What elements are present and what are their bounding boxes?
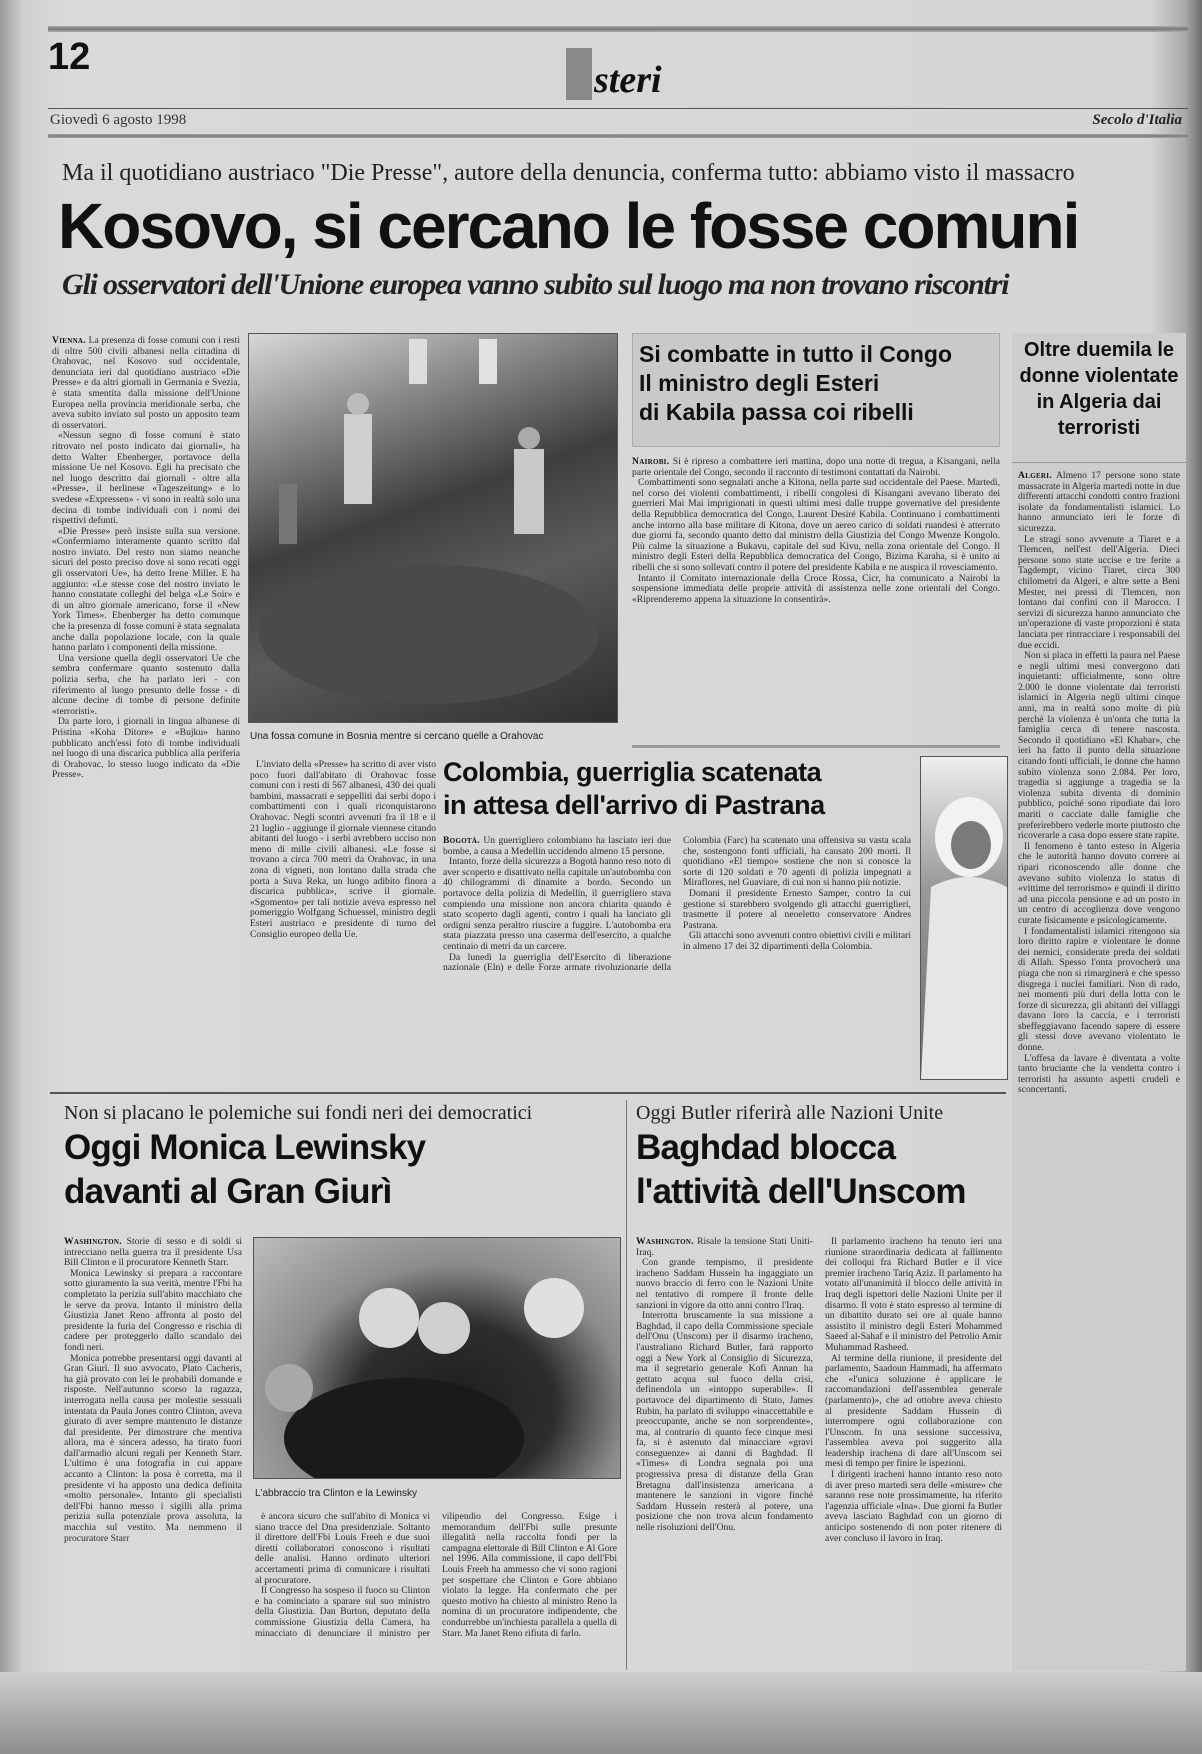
algeria-lead bbox=[1018, 471, 1180, 535]
congo-article bbox=[632, 333, 1000, 748]
kosovo-kicker: Ma il quotidiano austriaco "Die Presse", autore della denuncia, conferma tutto: abbiamo visto il massacro bbox=[62, 160, 1075, 186]
colombia-lead bbox=[443, 836, 671, 857]
section-divider bbox=[50, 1092, 1006, 1094]
kosovo-subhead: Gli osservatori dell'Unione europea vanno subito sul luogo ma non trovano riscontri bbox=[62, 268, 1009, 301]
kosovo-lead bbox=[52, 336, 240, 431]
paragraph: Intanto, forze della sicurezza a Bogotà hanno reso noto di aver scoperto e disattivato nella capitale un'autobomba con 40 chilogrammi di dinamite a bordo. Secondo un portavoce della polizia di Medellín, il guerrigliero stava compiendo una missione non ancora chiarita quando è stato scoperto dagli agenti, contro i quali ha lanciato gli ordigni senza peraltro riuscire a fuggire. L'autobomba era stata piazzata presso una caserma dell'esercito, a qualche centinaio di metri da un carcere. bbox=[443, 856, 671, 952]
dateline: Algeri. bbox=[1018, 470, 1052, 481]
lewinsky-lead bbox=[64, 1237, 242, 1269]
photo-figures bbox=[249, 334, 617, 722]
lewinsky-photo-caption: L'abbraccio tra Clinton e la Lewinsky bbox=[255, 1488, 417, 1499]
algeria-body bbox=[1012, 463, 1186, 1667]
colombia-headline-line: Colombia, guerriglia scatenata bbox=[443, 757, 822, 787]
dateline: Nairobi. bbox=[632, 457, 670, 467]
baghdad-headline-line: l'attività dell'Unscom bbox=[636, 1172, 966, 1211]
paragraph: «Nessun segno di fosse comuni è stato ritrovato nel posto indicato dai giornali», ha detto Walter Ebenberger, portavoce della missione Ue nel Kosovo. Egli ha precisato che nel luogo descritto dai giornali - oltre alla «Presse», il berlinese «Tageszeitung» e lo svedese «Expressen» - vi sono in realtà solo una decina di tombe individuali con i nomi dei rispettivi defunti. bbox=[52, 430, 240, 527]
paragraph: Da lunedì la guerriglia dell'Esercito di liberazione nazionale (Eln) e delle Forze armate rivoluzionarie della Colombia (Farc) ha scatenato una offensiva su vasta scala che, sostengono fonti ufficiali, ha causato 200 morti. Il quotidiano «El tiempo» sostiene che non si conosce la sorte di 120 soldati e 70 agenti di polizia impegnati a Miraflores, nel Guaviare, di cui non si hanno più notizie. bbox=[443, 836, 911, 974]
issue-date: Giovedì 6 agosto 1998 bbox=[50, 112, 187, 128]
paragraph: L'offesa da lavare è diventata a volte tanto bruciante che la vendetta contro i terroristi ha assunto aspetti crudeli e sconcertanti. bbox=[1018, 1052, 1180, 1096]
clinton-lewinsky-photo bbox=[253, 1237, 621, 1479]
photo-figure bbox=[921, 757, 1007, 1079]
header-rule bbox=[48, 108, 1188, 109]
paragraph: è ancora sicuro che sull'abito di Monica vi siano tracce del Dna presidenziale. Soltanto il direttore dell'Fbi Louis Freeh e due suoi diretti collaboratori conoscono i risultati delle analisi. Hanno ordinato ulteriori accertamenti prima di comunicare i risultati al procuratore. bbox=[255, 1512, 430, 1586]
lewinsky-column-1 bbox=[64, 1237, 242, 1671]
paragraph: Monica Lewinsky si prepara a raccontare sotto giuramento la sua verità, mentre l'Fbi ha completato la perizia sull'abito macchiato che le serve da prova. Intanto il ministro della Giustizia Janet Reno affronta al posto del presidente la furia del Congresso e rischia di cadere per proteggerlo dallo scandalo dei fondi neri. bbox=[64, 1267, 242, 1353]
header-bottom-rule bbox=[48, 134, 1188, 138]
paragraph: Una versione quella degli osservatori Ue che sembra confermare quanto sostenuto dalla polizia serba, che ha parlato ieri - con riferimento al luogo presunto delle fosse - di alcune decine di tombe di persone definite «terroristi». bbox=[52, 652, 240, 717]
congo-body bbox=[632, 457, 1000, 737]
paragraph: Monica potrebbe presentarsi oggi davanti al Gran Giurì. Il suo avvocato, Plato Cacheris, ha già provato con lei le probabili domande e risposte. Nell'autunno scorso la ragazza, interrogata nella causa per molestie sessuali intentata da Paula Jones contro Clinton, aveva giurato di aver sempre mantenuto le distanze dal presidente. Per dimostrare che mentiva allora, ma è sincera adesso, ha tirato fuori dall'armadio alcuni regali per Kenneth Starr. L'ultimo è una fotografia in cui appare accanto a Clinton: la posa è corretta, ma il presidente vi ha apposto una dedica definita «molto personale». Intanto gli specialisti dell'Fbi hanno messo i sigilli alla prima perizia sulla potenziale prova assoluta, la macchia sul vestito. Ma nemmeno il procuratore Starr bbox=[64, 1352, 242, 1544]
dateline: Washington. bbox=[636, 1237, 694, 1247]
lead-text: Un guerrigliero colombiano ha lasciato ieri due bombe, a causa a Medellín uccidendo almeno 15 persone. bbox=[443, 836, 671, 857]
algeria-headline: Oltre duemila le donne violentate in Algeria dai terroristi bbox=[1012, 333, 1186, 463]
paragraph: Con grande tempismo, il presidente iracheno Saddam Hussein ha ingaggiato un nuovo braccio di ferro con le Nazioni Unite nel tentativo di rompere il fronte delle sanzioni in vigore da otto anni contro l'Iraq. bbox=[636, 1257, 813, 1311]
lewinsky-headline-line: davanti al Gran Giurì bbox=[64, 1172, 392, 1211]
baghdad-kicker: Oggi Butler riferirà alle Nazioni Unite bbox=[636, 1102, 944, 1124]
page-edge-shadow bbox=[0, 1672, 1202, 1754]
lewinsky-headline bbox=[64, 1126, 425, 1214]
section-initial-block bbox=[566, 48, 592, 100]
dateline: Bogotà. bbox=[443, 836, 480, 846]
baghdad-headline-line: Baghdad blocca bbox=[636, 1128, 896, 1167]
kosovo-photo-caption: Una fossa comune in Bosnia mentre si cercano quelle a Orahovac bbox=[250, 731, 544, 742]
kosovo-column-2 bbox=[250, 760, 436, 1080]
paragraph: I dirigenti iracheni hanno intanto reso noto di aver preso martedì sera delle «misure» che saranno rese note prossimamente, ha riferito l'agenzia ufficiale «Ina». Due giorni fa Butler aveva lasciato Baghdad con un giorno di anticipo sostenendo di non poter ritenere di aver concluso il lavoro in Iraq. bbox=[825, 1469, 1002, 1544]
top-rule bbox=[48, 26, 1188, 32]
paragraph: Gli attacchi sono avvenuti contro obiettivi civili e militari in almeno 17 dei 32 dipartimenti della Colombia. bbox=[683, 930, 911, 952]
lewinsky-kicker: Non si placano le polemiche sui fondi neri dei democratici bbox=[64, 1102, 533, 1124]
photo-figures bbox=[254, 1238, 620, 1478]
paragraph: Il fenomeno è tanto esteso in Algeria che le autorità hanno dovuto correre ai ripari riconoscendo alle donne che avevano subito violenza lo status di «vittime del terrorismo» e quindi il diritto ad una piccola pensione e ad un posto in un centro di accoglienza dove vengono curate fisicamente e psicologicamente. bbox=[1018, 840, 1180, 926]
congo-headline-line: Il ministro degli Esteri bbox=[639, 370, 880, 396]
paragraph: I fondamentalisti islamici ritengono sia loro diritto rapire e violentare le donne dei nemici, considerate preda dei soldati di Allah. Spesso l'onta provocherà una piaga che non si rimarginerà e che spesso disgrega i nuclei familiari. Non di rado, nei momenti più duri della lotta con le forze di sicurezza, gli abitanti dei villaggi davano loro la caccia, e i terroristi sbeffeggiavano facendo sapere di essere gli stessi dove avevano violentato le donne. bbox=[1018, 925, 1180, 1054]
paragraph: L'inviato della «Presse» ha scritto di aver visto poco fuori dall'abitato di Orahovac fosse comuni con i resti di 567 albanesi, 430 dei quali bambini, massacrati e seppelliti dai serbi dopo i combattimenti con i quali riconquistarono Orahovac. Negli scontri avvenuti fra il 18 e il 21 luglio - aggiunge il giornale viennese citando abitanti del luogo - i serbi avrebbero ucciso non meno di mille civili albanesi. «Le fosse si trovano a circa 700 metri da Orahovac, in una zona di vigneti, non lontano dalla strada che porta a Suva Reka, un luogo adibito finora a discarica pubblica», scrive il giornale. «Sgomento» per tali notizie aveva espresso nel pomeriggio Wolfgang Schuessel, ministro degli Esteri austriaco e presidente di turno del Consiglio europeo della Ue. bbox=[250, 760, 436, 940]
paragraph: Le stragi sono avvenute a Tiaret e a Tlemcen, nell'est dell'Algeria. Dieci persone sono state uccise e tre ferite a Tagdempt, vicino Tiaret, circa 300 chilometri da Algeri, e altre sette a Beni Mester, nei pressi di Tlemcen, non lontano dai confini con il Marocco. I servizi di sicurezza hanno annunciato che un'operazione di vaste proporzioni è stata lanciata per rintracciare i responsabili dei due eccidi. bbox=[1018, 533, 1180, 651]
lead-text: Storie di sesso e di soldi si intrecciano nella guerra tra il presidente Usa Bill Clinton e il procuratore Kenneth Starr. bbox=[64, 1237, 242, 1269]
paragraph: Il Congresso ha sospeso il fuoco su Clinton e ha cominciato a sparare sul suo ministro della Giustizia. Dan Burton, deputato della commissione Giustizia della Camera, ha minacciato di denunciare il ministro per vilipendio del Congresso. Esige i memorandum dell'Fbi sulle presunte illegalità nella raccolta fondi per la campagna elettorale di Bill Clinton e Al Gore nel 1996. Alla commissione, il capo dell'Fbi Louis Freeh ha ammesso che vi sono ragioni per sospettare che Clinton e Gore abbiano violato la legge. Ha confermato che per questo motivo ha chiesto al ministro Reno la nomina di un procuratore indipendente, che condurrebbe un'inchiesta parallela a quella di Starr. Ma Janet Reno rifiuta di farlo. bbox=[255, 1512, 617, 1639]
paragraph: «Die Presse» però insiste sulla sua versione. «Confermiamo interamente quanto scritto dal nostro inviato. Del resto non siamo neanche sicuri del posto preciso dove si sono recati oggi gli osservatori Ue», ha detto Irene Miller. E ha aggiunto: «Le stesse cose del nostro inviato le hanno constatate colleghi del belga «Le Soir» e di un altro giornale americano, forse il «New York Times». Ebenberger ha detto comunque che la presenza di fosse comuni è stata segnalata anche dalla popolazione locale, con la quale hanno parlato i componenti della missione. bbox=[52, 525, 240, 654]
lead-text: La presenza di fosse comuni con i resti di oltre 500 civili albanesi nella cittadina di Orahovac, nel Kosovo sud occidentale, denunciata ieri dal quotidiano austriaco «Die Presse» e da altri giornali in Germania e Svezia, è stata smentita dalla missione dell'Unione Europea nella provincia meridionale serba, che aveva subito inviato sul posto un apposito team di osservatori. bbox=[52, 336, 240, 431]
lead-text: Almeno 17 persone sono state massacrate in Algeria martedì notte in due differenti attacchi condotti contro frazioni isolate da fondamentalisti islamici. Lo hanno annunciato ieri le forze di sicurezza. bbox=[1018, 470, 1180, 534]
lead-text: Si è ripreso a combattere ieri mattina, dopo una notte di tregua, a Kisangani, nella parte orientale del Congo, secondo il racconto di testimoni contattati da Nairobi. bbox=[632, 457, 1000, 478]
colombia-headline bbox=[443, 756, 913, 822]
lewinsky-column-2 bbox=[255, 1512, 617, 1672]
paragraph: Da parte loro, i giornali in lingua albanese di Pristina «Koha Ditore» e «Bujku» hanno pubblicato anch'essi foto di tombe individuali nel luogo di una discarica pubblica alla periferia di Orahovac, lo stesso luogo indicato da «Die Presse». bbox=[52, 716, 240, 781]
lead-text: Risale la tensione Stati Uniti-Iraq. bbox=[636, 1237, 813, 1258]
congo-headline bbox=[632, 333, 1000, 447]
section-title bbox=[566, 44, 662, 100]
column-divider bbox=[626, 1100, 627, 1670]
masthead: Secolo d'Italia bbox=[1092, 112, 1182, 128]
paragraph: Al termine della riunione, il presidente del parlamento, Saadoun Hammadi, ha affermato che «l'unica soluzione è applicare le raccomandazioni dell'assemblea generale (parlamento)», che ad ottobre aveva chiesto al presidente Saddam Hussein di interrompere ogni collaborazione con l'Unscom. In una sessione successiva, l'assemblea aveva poi suggerito alla leadership irachena di dare all'Unscom sei mesi di tempo per finire le ispezioni. bbox=[825, 1352, 1002, 1470]
mass-grave-photo bbox=[248, 333, 618, 723]
paragraph: Non si placa in effetti la paura nel Paese e negli ultimi mesi convergono dati inquietanti: ufficialmente, sono oltre 2.000 le donne violentate dai terroristi islamici in Algeria negli ultimi cinque anni, ma in realtà sono molte di più perché la violenza è un'onta che tutta la famiglia cerca di tenere nascosta. Secondo il quotidiano «El Khabar», che ieri ha fatto il punto della situazione citando fonti ufficiali, le donne che hanno subito violenza sono 2.084. Per loro, tragedia si aggiunge a tragedia se la violenza subita diventa di dominio pubblico, poiché sono ripudiate dai loro mariti o cacciate dalle famiglie che preferirebbero vederle morte piuttosto che ricoverarle a casa dopo essere state rapite. bbox=[1018, 650, 1180, 842]
paragraph: Interrotta bruscamente la sua missione a Baghdad, il capo della Commissione speciale dell'Onu (Unscom) per il disarmo iracheno, l'australiano Richard Butler, farà rapporto oggi a New York al Consiglio di Sicurezza, ma il segretario generale Kofi Annan ha gettato acqua sul fuoco della crisi, definendola un «intoppo superabile». Il portavoce del dipartimento di Stato, James Rubin, ha parlato di sviluppo «inaccettabile e preoccupante, anche se non sorprendente», ma, al contrario di quanto fece cinque mesi fa, si è astenuto dal minacciare «gravi conseguenze» ai danni di Baghdad. Il «Times» di Londra segnala poi una progressiva presa di distanze della Gran Bretagna dall'insistenza americana a mantenere le sanzioni in vigore finché Saddam Hussein resterà al potere, una posizione che non trova alcun fondamento nelle risoluzioni dell'Onu. bbox=[636, 1310, 813, 1534]
paragraph: Combattimenti sono segnalati anche a Kitona, nella parte sud occidentale del Paese. Martedì, nel corso dei violenti combattimenti, i ribelli congolesi di Kisangani avevano liberato dei guerrieri Mai Mai imprigionati in questi ultimi mesi dalle truppe governative del presidente della Repubblica democratica del Congo, Laurent Desiré Kabila. Continuano i combattimenti anche intorno alla base militare di Kitona, dove un aereo carico di soldati ruandesi è atterrato due giorni fa, secondo quanto detto dal ministro della Giustizia del Congo Mwenze Kongolo. Più calme la situazione a Bukavu, capitale del sud Kivu, nella zona orientale del Congo. Il ministro degli Esteri della Repubblica democratica del Congo, Bizima Karaha, si è unito ai ribelli che si sono sollevati contro il potere del presidente Kabila e ne auspica il rovesciamento. bbox=[632, 477, 1000, 573]
paragraph: Il parlamento iracheno ha tenuto ieri una riunione straordinaria dedicata al fallimento dei colloqui fra Richard Butler e il vice premier iracheno Tariq Aziz. Il parlamento ha votato all'unanimità il blocco delle attività in Iraq degli ispettori delle Nazioni Unite per il disarmo. Il voto è stato espresso al termine di un dibattito durato sei ore al quale hanno assistito il ministro degli Esteri Mohammed Saeed al-Sahaf e il ministro del Petrolio Amir Muhammad Rasheed. bbox=[825, 1237, 1002, 1353]
dateline: Washington. bbox=[64, 1237, 122, 1247]
paragraph: Intanto il Comitato internazionale della Croce Rossa, Cicr, ha comunicato a Nairobi la sospensione immediata delle proprie attività di assistenza nelle zone orientali del Congo. «Riprenderemo appena la situazione lo consentirà». bbox=[632, 572, 1000, 605]
kosovo-headline: Kosovo, si cercano le fosse comuni bbox=[58, 190, 1079, 262]
congo-lead bbox=[632, 457, 1000, 478]
page-number: 12 bbox=[48, 36, 91, 78]
section-title-text: steri bbox=[594, 59, 662, 101]
baghdad-headline bbox=[636, 1126, 966, 1214]
colombia-body bbox=[443, 836, 911, 1080]
lewinsky-headline-line: Oggi Monica Lewinsky bbox=[64, 1128, 426, 1167]
baghdad-lead bbox=[636, 1237, 813, 1258]
congo-headline-line: di Kabila passa coi ribelli bbox=[639, 399, 914, 425]
algerian-woman-photo bbox=[920, 756, 1008, 1080]
kosovo-column-1 bbox=[52, 336, 240, 1080]
paragraph: Domani il presidente Ernesto Samper, contro la cui gestione si starebbero svolgendo gli attacchi guerriglieri, trasmette il potere al neoeletto conservatore Andres Pastrana. bbox=[683, 887, 911, 931]
congo-headline-line: Si combatte in tutto il Congo bbox=[639, 341, 953, 367]
dateline: Vienna. bbox=[52, 336, 86, 346]
baghdad-body bbox=[636, 1237, 1002, 1671]
algeria-article bbox=[1012, 333, 1186, 1671]
colombia-headline-line: in attesa dell'arrivo di Pastrana bbox=[443, 790, 825, 820]
